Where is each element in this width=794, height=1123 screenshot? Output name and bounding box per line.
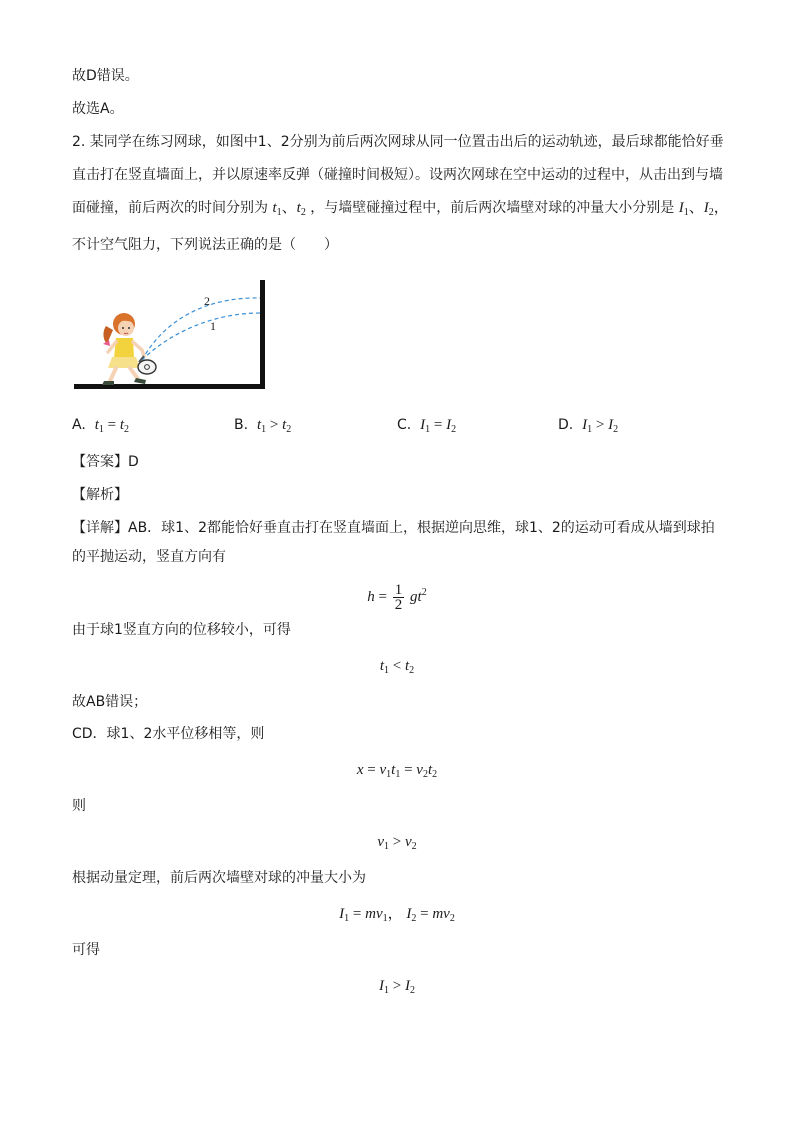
line-ab-wrong: 故AB错误；	[72, 694, 148, 710]
analysis-heading: 【解析】	[72, 487, 128, 503]
option-a-label: A.	[72, 417, 86, 433]
option-c: C. $I_1 = I_2$	[397, 417, 457, 435]
racket-icon	[138, 360, 156, 374]
girl-player-illustration	[102, 313, 156, 385]
question-line-3-text-a: 面碰撞，前后两次的时间分别为	[72, 200, 268, 216]
equation-v-compare: $v_1 > v_2$	[377, 834, 417, 852]
option-d-label: D.	[558, 417, 574, 433]
trajectory-2	[142, 298, 260, 360]
question-line-3	[72, 198, 729, 223]
answer-line: 【答案】D	[72, 454, 139, 470]
wall	[260, 280, 265, 389]
fraction-one-half: $\frac{1}{2}$	[394, 582, 403, 614]
equation-impulses: $I_1 = mv_1$， $I_2 = mv_2$	[339, 906, 455, 924]
detail-line-1: 【详解】AB．球1、2都能恰好垂直击打在竖直墙面上，根据逆向思维，球1、2的运动可看成从墙到球拍	[72, 520, 715, 536]
line-d-wrong: 故D错误。	[72, 68, 139, 84]
equation-x: $x = v_1t_1 = v_2t_2$	[356, 762, 438, 780]
option-d: D. $I_1 > I_2$	[558, 417, 619, 435]
times-symbols: $t_1$、$t_2$	[272, 200, 306, 218]
detail-line-2: 的平抛运动，竖直方向有	[72, 549, 226, 565]
question-line-2: 直击打在竖直墙面上，并以原速率反弹（碰撞时间极短）。设两次网球在空中运动的过程中，从击出到与墙	[72, 167, 723, 183]
question-line-1: 2. 某同学在练习网球，如图中1、2分别为前后两次网球从同一位置击出后的运动轨迹，最后球都能恰好垂	[72, 134, 724, 150]
equation-h: h = $\frac{1}{2}$ $gt^2$	[367, 582, 427, 614]
line-then: 则	[72, 798, 86, 814]
detail-line-3: 由于球1竖直方向的位移较小，可得	[72, 622, 291, 638]
line-impulse-intro: 根据动量定理，前后两次墙壁对球的冲量大小为	[72, 870, 366, 886]
line-can-get: 可得	[72, 942, 100, 958]
line-cd-intro: CD．球1、2水平位移相等，则	[72, 726, 265, 742]
option-b-label: B.	[234, 417, 249, 433]
question-line-3-text-b: ，与墙壁碰撞过程中，前后两次墙壁对球的冲量大小分别是	[310, 200, 675, 216]
option-a: A. $t_1 = t_2$	[72, 417, 129, 435]
question-line-4: 不计空气阻力，下列说法正确的是（ ）	[72, 237, 338, 253]
trajectory-label-2: 2	[204, 294, 210, 308]
option-c-label: C.	[397, 417, 412, 433]
trajectory-label-1: 1	[210, 319, 216, 333]
tennis-wall-figure	[70, 280, 270, 395]
impulse-symbols: $I_1$、$I_2$，	[678, 200, 729, 218]
equation-i-compare: $I_1 > I_2$	[379, 978, 415, 996]
line-choose-a: 故选A。	[72, 101, 124, 117]
equation-t-compare: $t_1 < t_2$	[379, 658, 415, 676]
option-b: B. $t_1 > t_2$	[234, 417, 292, 435]
